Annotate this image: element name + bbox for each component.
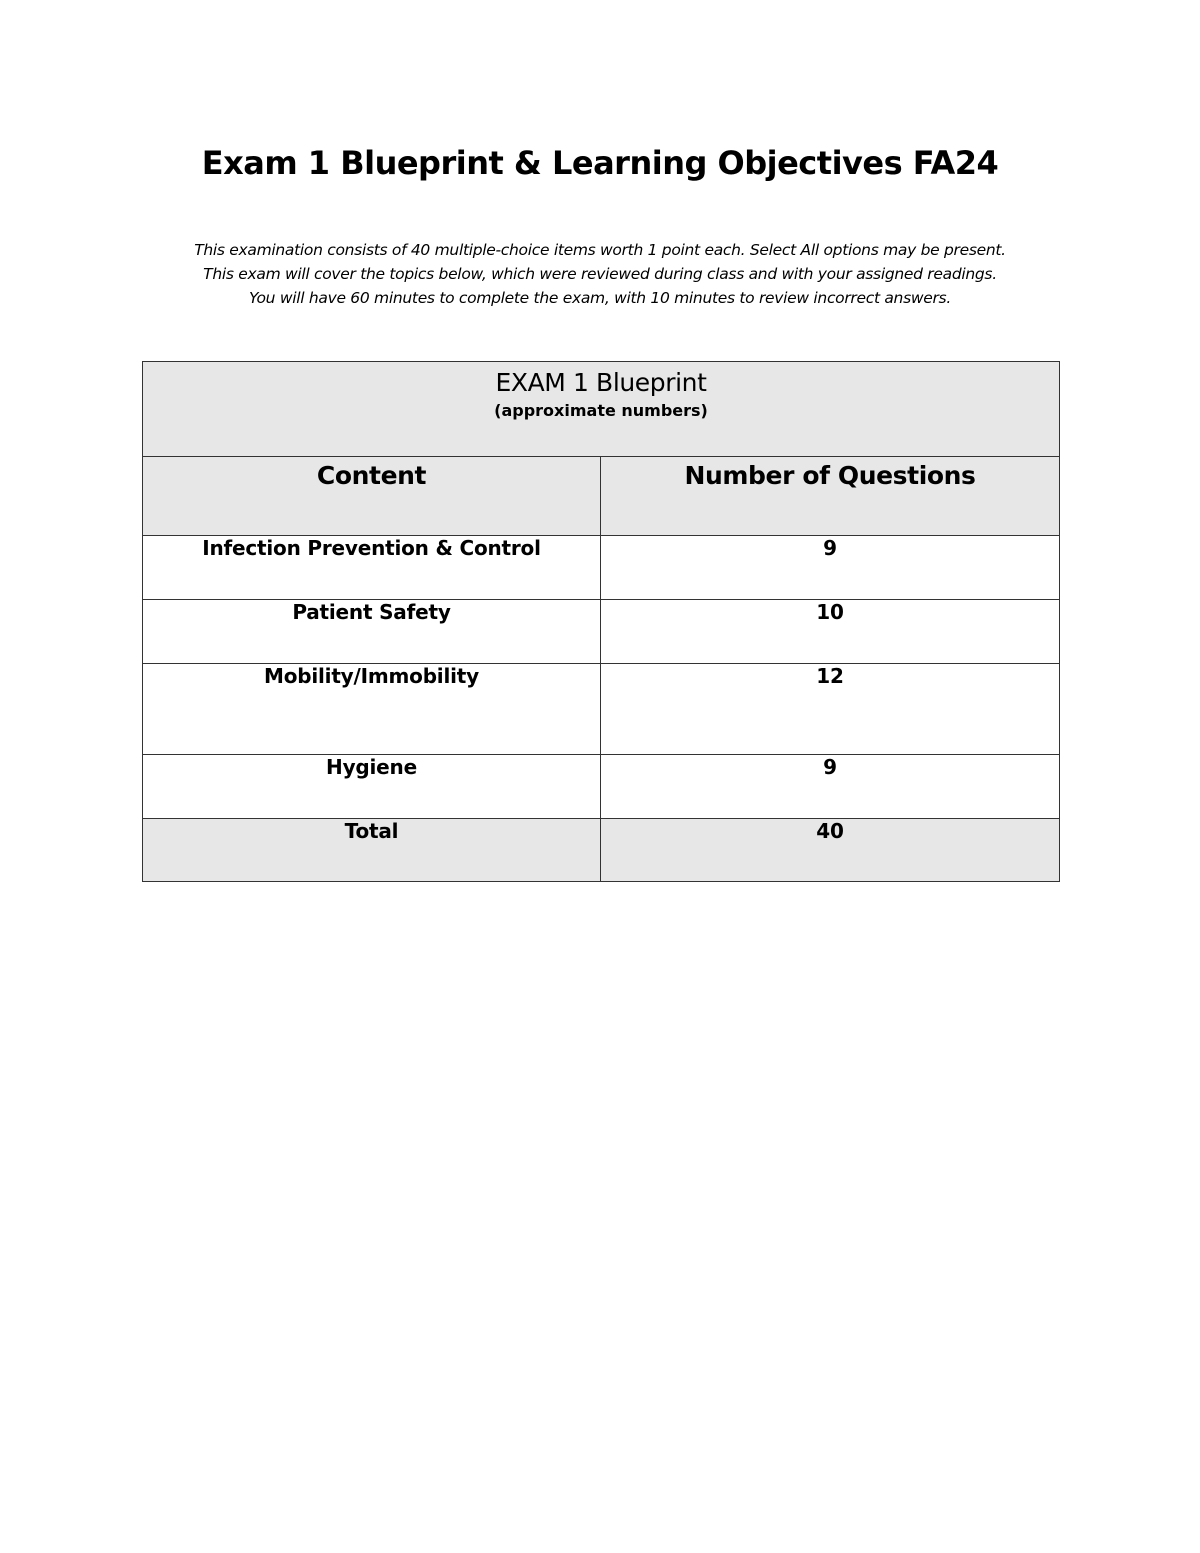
total-value-cell: 40 [601, 819, 1060, 882]
blueprint-table [142, 361, 1060, 882]
table-row [143, 536, 1060, 600]
questions-cell: 12 [601, 664, 1060, 755]
questions-cell: 9 [601, 536, 1060, 600]
content-cell: Hygiene [143, 755, 601, 819]
content-cell: Mobility/Immobility [143, 664, 601, 755]
table-subheading: (approximate numbers) [494, 401, 708, 420]
content-cell: Patient Safety [143, 600, 601, 664]
table-row [143, 664, 1060, 755]
table-heading: EXAM 1 Blueprint [495, 368, 707, 397]
table-heading-cell [143, 362, 1060, 457]
page-title: Exam 1 Blueprint & Learning Objectives FA24 [201, 144, 999, 182]
column-header-row [143, 457, 1060, 536]
intro-text [0, 238, 1200, 310]
questions-cell: 9 [601, 755, 1060, 819]
table-row [143, 755, 1060, 819]
table-header-row [143, 362, 1060, 457]
intro-line: This examination consists of 40 multiple-choice items worth 1 point each. Select All options may be present. [194, 241, 1006, 259]
content-cell: Infection Prevention & Control [143, 536, 601, 600]
intro-line: You will have 60 minutes to complete the exam, with 10 minutes to review incorrect answers. [249, 289, 951, 307]
questions-cell: 10 [601, 600, 1060, 664]
table-row [143, 600, 1060, 664]
table-total-row [143, 819, 1060, 882]
intro-line: This exam will cover the topics below, which were reviewed during class and with your assigned readings. [203, 265, 997, 283]
total-label-cell: Total [143, 819, 601, 882]
column-header-content: Content [143, 457, 601, 536]
column-header-questions: Number of Questions [601, 457, 1060, 536]
